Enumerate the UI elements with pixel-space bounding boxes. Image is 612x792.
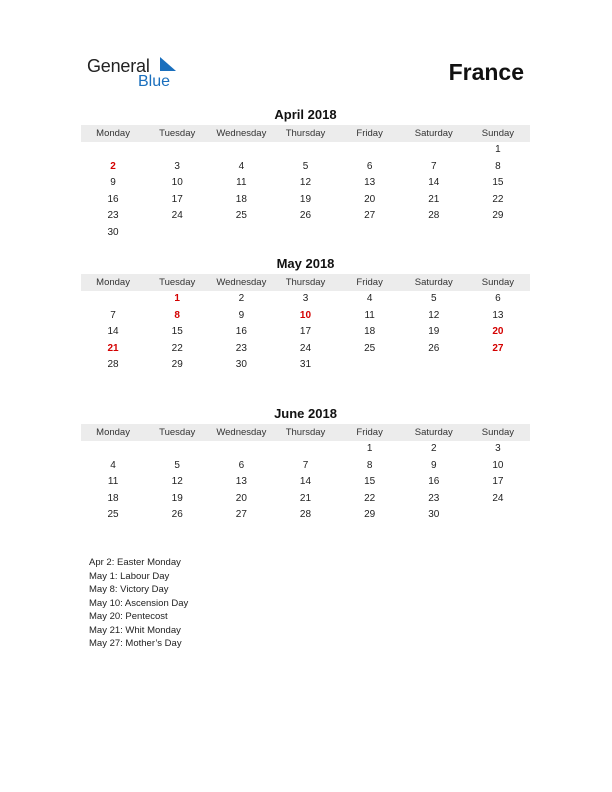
day-cell: 30	[235, 359, 247, 371]
day-cell: 19	[428, 326, 440, 338]
day-cell	[402, 225, 466, 242]
day-cell: 23	[235, 342, 247, 354]
week-row	[81, 142, 530, 159]
weekday-label: Tuesday	[159, 427, 196, 438]
day-cell: 9	[110, 177, 116, 189]
day-cell: 6	[495, 293, 501, 304]
generalblue-logo	[87, 56, 187, 92]
day-cell: 15	[171, 326, 183, 338]
day-cell: 10	[299, 309, 312, 321]
day-cell: 27	[492, 342, 504, 354]
weekday-header-row	[81, 424, 530, 441]
day-cell: 23	[428, 492, 440, 504]
day-cell: 20	[364, 193, 376, 205]
day-cell	[402, 357, 466, 374]
weekday-label: Friday	[356, 277, 383, 288]
day-cell: 7	[110, 309, 116, 321]
day-cell: 9	[238, 309, 245, 321]
month-calendar-april	[81, 107, 530, 242]
weekday-label: Saturday	[414, 427, 453, 438]
weekday-label: Monday	[96, 277, 130, 288]
day-cell	[145, 441, 209, 458]
day-cell: 29	[171, 359, 183, 371]
weekday-header-row	[81, 125, 530, 142]
weekday-label: Thursday	[285, 128, 326, 139]
holiday-list-item: May 1: Labour Day	[89, 570, 170, 582]
day-cell: 25	[235, 210, 247, 222]
week-row	[81, 225, 530, 242]
logo-triangle-icon	[160, 57, 176, 71]
day-cell: 18	[107, 492, 119, 504]
day-cell: 18	[235, 193, 247, 205]
day-cell: 4	[366, 293, 373, 304]
day-cell	[81, 142, 145, 159]
day-cell: 31	[299, 359, 312, 371]
day-cell: 6	[238, 459, 245, 471]
weekday-label: Monday	[96, 427, 130, 438]
day-cell	[273, 142, 337, 159]
day-cell: 22	[364, 492, 376, 504]
week-row	[81, 159, 530, 176]
day-cell: 24	[171, 210, 183, 222]
day-cell: 26	[428, 342, 440, 354]
month-calendar-june	[81, 406, 530, 524]
logo-text-blue: Blue	[138, 73, 171, 90]
week-row	[81, 491, 530, 508]
day-cell: 11	[107, 476, 119, 488]
day-cell: 20	[492, 326, 504, 338]
day-cell: 11	[364, 309, 375, 321]
day-cell: 27	[235, 509, 247, 521]
day-cell: 12	[299, 177, 312, 189]
day-cell: 17	[299, 326, 312, 338]
holiday-list-item: Apr 2: Easter Monday	[89, 557, 181, 568]
day-cell: 20	[235, 492, 247, 504]
day-cell: 10	[171, 177, 183, 189]
country-title: France	[448, 59, 524, 85]
day-cell: 8	[366, 459, 373, 471]
day-cell: 3	[174, 160, 180, 172]
day-cell: 2	[238, 293, 245, 304]
day-cell: 12	[428, 309, 440, 321]
weekday-label: Sunday	[481, 427, 515, 438]
day-cell: 21	[299, 492, 312, 504]
weekday-label: Monday	[96, 128, 130, 139]
day-cell: 28	[299, 509, 312, 521]
day-cell: 13	[235, 476, 247, 488]
month-title: April 2018	[274, 107, 337, 122]
week-row	[81, 308, 530, 325]
weekday-label: Saturday	[414, 277, 453, 288]
day-cell: 16	[235, 326, 247, 338]
holiday-list	[89, 556, 188, 651]
day-cell: 2	[110, 160, 116, 172]
week-row	[81, 208, 530, 225]
day-cell: 1	[495, 144, 501, 155]
month-title: June 2018	[274, 406, 337, 421]
day-cell: 16	[428, 476, 440, 488]
day-cell	[273, 441, 337, 458]
day-cell: 18	[364, 326, 376, 338]
day-cell: 12	[171, 476, 183, 488]
weekday-label: Sunday	[481, 128, 515, 139]
week-row	[81, 175, 530, 192]
day-cell: 26	[299, 210, 312, 222]
day-cell: 16	[107, 193, 119, 205]
day-cell	[466, 507, 530, 524]
day-cell: 24	[299, 342, 312, 354]
day-cell: 3	[495, 443, 501, 454]
day-cell: 15	[492, 177, 504, 189]
week-row	[81, 192, 530, 209]
day-cell: 2	[430, 443, 437, 454]
month-title: May 2018	[276, 256, 335, 271]
day-cell: 30	[428, 509, 440, 521]
day-cell: 3	[302, 293, 309, 304]
day-cell: 5	[302, 160, 309, 172]
holiday-list-item: May 10: Ascension Day	[89, 597, 189, 609]
week-row	[81, 507, 530, 524]
weekday-label: Tuesday	[159, 277, 196, 288]
day-cell	[338, 142, 402, 159]
day-cell: 28	[107, 359, 119, 371]
day-cell: 15	[364, 476, 376, 488]
week-row	[81, 324, 530, 341]
week-row	[81, 357, 530, 374]
day-cell	[338, 225, 402, 242]
day-cell	[145, 142, 209, 159]
holiday-list-item: May 8: Victory Day	[89, 584, 169, 595]
week-row	[81, 474, 530, 491]
holiday-list-item: May 21: Whit Monday	[89, 624, 181, 636]
day-cell	[209, 225, 273, 242]
day-cell	[145, 225, 209, 242]
week-row	[81, 341, 530, 358]
day-cell: 25	[364, 342, 376, 354]
day-cell	[402, 142, 466, 159]
day-cell	[209, 142, 273, 159]
day-cell: 13	[364, 177, 376, 189]
weekday-label: Thursday	[285, 277, 326, 288]
logo-text-general: General	[87, 56, 150, 76]
holiday-list-item: May 20: Pentecost	[89, 611, 168, 622]
day-cell: 22	[492, 193, 504, 205]
day-cell: 14	[299, 476, 312, 488]
day-cell: 26	[171, 509, 183, 521]
day-cell: 19	[299, 193, 312, 205]
day-cell: 13	[492, 309, 504, 321]
day-cell: 17	[171, 193, 183, 205]
day-cell: 8	[174, 309, 180, 321]
day-cell: 21	[107, 342, 119, 354]
weekday-label: Tuesday	[159, 128, 196, 139]
holiday-list-item: May 27: Mother’s Day	[89, 638, 182, 649]
day-cell: 30	[107, 226, 119, 238]
day-cell: 9	[430, 459, 437, 471]
day-cell: 14	[428, 177, 440, 189]
weekday-label: Wednesday	[216, 427, 267, 438]
day-cell: 1	[366, 443, 373, 454]
day-cell: 25	[107, 509, 119, 521]
day-cell: 22	[171, 342, 183, 354]
month-calendar-may	[81, 256, 530, 374]
day-cell: 21	[428, 193, 440, 205]
day-cell: 17	[492, 476, 504, 488]
day-cell: 28	[428, 210, 440, 222]
day-cell: 5	[174, 459, 180, 471]
weekday-header-row	[81, 274, 530, 291]
day-cell: 8	[495, 160, 501, 172]
day-cell: 1	[174, 293, 180, 304]
day-cell: 4	[238, 160, 245, 172]
day-cell: 19	[171, 492, 183, 504]
day-cell	[209, 441, 273, 458]
day-cell: 4	[110, 459, 116, 471]
day-cell: 14	[107, 326, 119, 338]
day-cell: 7	[430, 160, 437, 172]
day-cell	[81, 441, 145, 458]
day-cell: 29	[364, 509, 376, 521]
week-row	[81, 441, 530, 458]
day-cell: 24	[492, 492, 504, 504]
day-cell	[466, 357, 530, 374]
weekday-label: Sunday	[481, 277, 515, 288]
weekday-label: Friday	[356, 427, 383, 438]
week-row	[81, 458, 530, 475]
day-cell: 7	[302, 459, 309, 471]
day-cell	[338, 357, 402, 374]
day-cell	[81, 291, 145, 308]
day-cell: 6	[366, 160, 373, 172]
weekday-label: Wednesday	[216, 277, 267, 288]
day-cell: 29	[492, 210, 504, 222]
day-cell: 27	[364, 210, 376, 222]
day-cell	[466, 225, 530, 242]
day-cell	[273, 225, 337, 242]
weekday-label: Thursday	[285, 427, 326, 438]
day-cell: 23	[107, 210, 119, 222]
weekday-label: Friday	[356, 128, 383, 139]
week-row	[81, 291, 530, 308]
weekday-label: Wednesday	[216, 128, 267, 139]
day-cell: 10	[492, 459, 504, 471]
day-cell: 11	[236, 177, 247, 189]
weekday-label: Saturday	[414, 128, 453, 139]
day-cell: 5	[430, 293, 437, 304]
